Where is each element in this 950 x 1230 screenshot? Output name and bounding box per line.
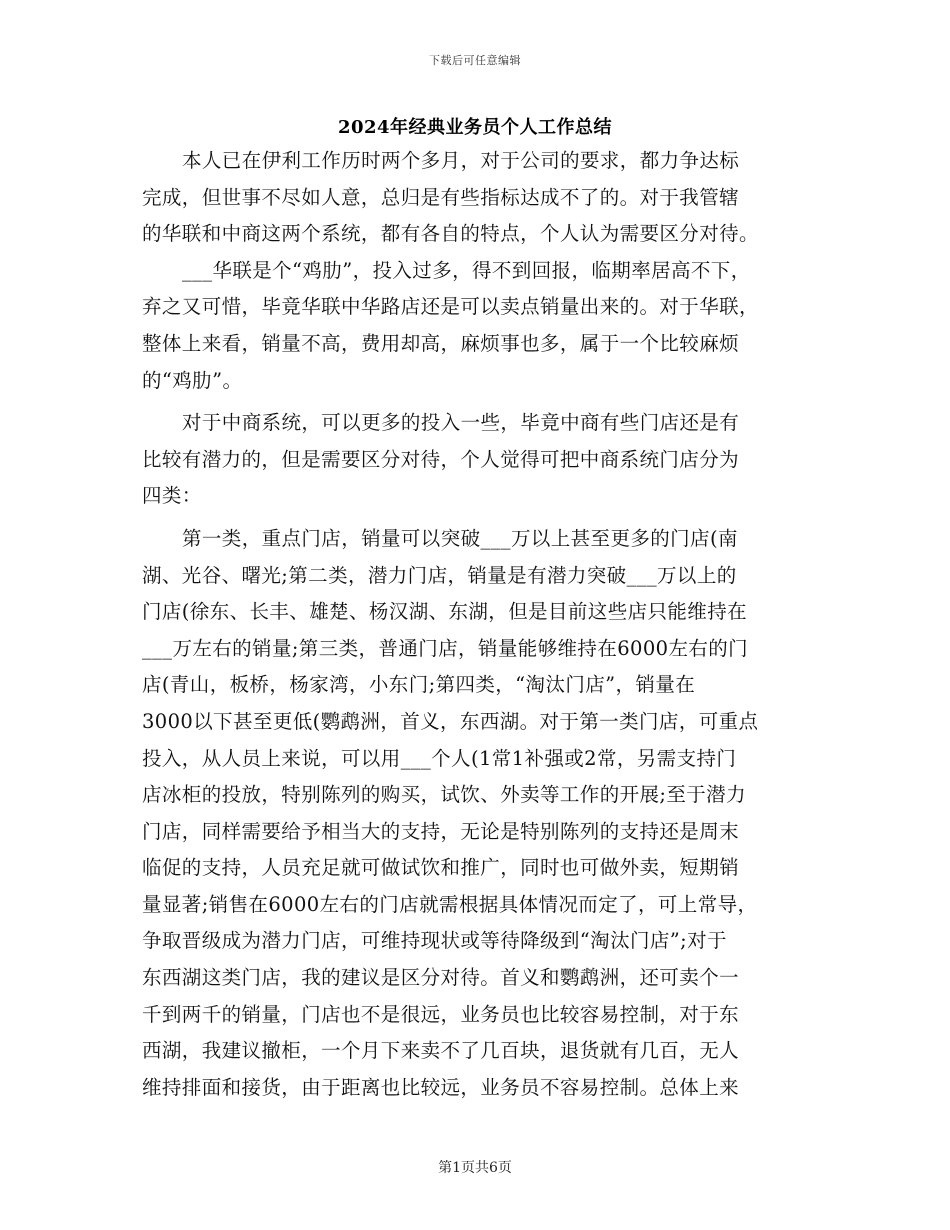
body-line: ___万左右的销量;第三类，普通门店，销量能够维持在6000左右的门	[142, 636, 749, 660]
body-line: 量显著;销售在6000左右的门店就需根据具体情况而定了，可上常导，	[142, 892, 758, 916]
body-line: 维持排面和接货，由于距离也比较远，业务员不容易控制。总体上来	[142, 1075, 740, 1099]
body-line: 店(青山，板桥，杨家湾，小东门;第四类，“淘汰门店”，销量在	[142, 673, 696, 697]
body-line: 本人已在伊利工作历时两个多月，对于公司的要求，都力争达标	[182, 149, 740, 172]
body-line: 整体上来看，销量不高，费用却高，麻烦事也多，属于一个比较麻烦	[142, 331, 740, 355]
body-line: 第一类，重点门店，销量可以突破___万以上甚至更多的门店(南	[182, 526, 738, 550]
body-line: 投入，从人员上来说，可以用___个人(1常1补强或2常，另需支持门	[142, 746, 737, 770]
body-line: 完成，但世事不尽如人意，总归是有些指标达成不了的。对于我管辖	[142, 185, 740, 209]
page-number: 第1页共6页	[438, 1160, 512, 1176]
body-line: 千到两千的销量，门店也不是很远，业务员也比较容易控制，对于东	[142, 1002, 740, 1026]
body-line: 对于中商系统，可以更多的投入一些，毕竟中商有些门店还是有	[182, 411, 740, 435]
body-line: 弃之又可惜，毕竟华联中华路店还是可以卖点销量出来的。对于华联，	[142, 295, 759, 319]
body-line: 门店，同样需要给予相当大的支持，无论是特别陈列的支持还是周末	[142, 819, 740, 843]
body-line: 比较有潜力的，但是需要区分对待，个人觉得可把中商系统门店分为	[142, 447, 740, 471]
body-line: 3000以下甚至更低(鹦鹉洲，首义，东西湖。对于第一类门店，可重点	[142, 709, 759, 733]
body-line: 门店(徐东、长丰、雄楚、杨汉湖、东湖，但是目前这些店只能维持在	[142, 600, 748, 624]
header-note: 下载后可任意编辑	[429, 54, 521, 67]
document-body	[142, 143, 808, 1106]
body-line: 的“鸡肋”。	[142, 368, 243, 392]
document-title: 2024年经典业务员个人工作总结	[337, 117, 613, 138]
body-line: ___华联是个“鸡肋”，投入过多，得不到回报，临期率居高不下，	[182, 258, 751, 282]
body-line: 西湖，我建议撤柜，一个月下来卖不了几百块，退货就有几百，无人	[142, 1039, 740, 1063]
body-line: 的华联和中商这两个系统，都有各自的特点，个人认为需要区分对待。	[142, 222, 759, 246]
body-line: 店冰柜的投放，特别陈列的购买，试饮、外卖等工作的开展;至于潜力	[142, 783, 746, 807]
body-line: 湖、光谷、曙光;第二类，潜力门店，销量是有潜力突破___万以上的	[142, 563, 737, 587]
body-line: 四类：	[142, 484, 202, 508]
body-line: 争取晋级成为潜力门店，可维持现状或等待降级到“淘汰门店”;对于	[142, 929, 727, 953]
body-line: 临促的支持，人员充足就可做试饮和推广，同时也可做外卖，短期销	[142, 856, 740, 880]
body-line: 东西湖这类门店，我的建议是区分对待。首义和鹦鹉洲，还可卖个一	[142, 966, 740, 990]
